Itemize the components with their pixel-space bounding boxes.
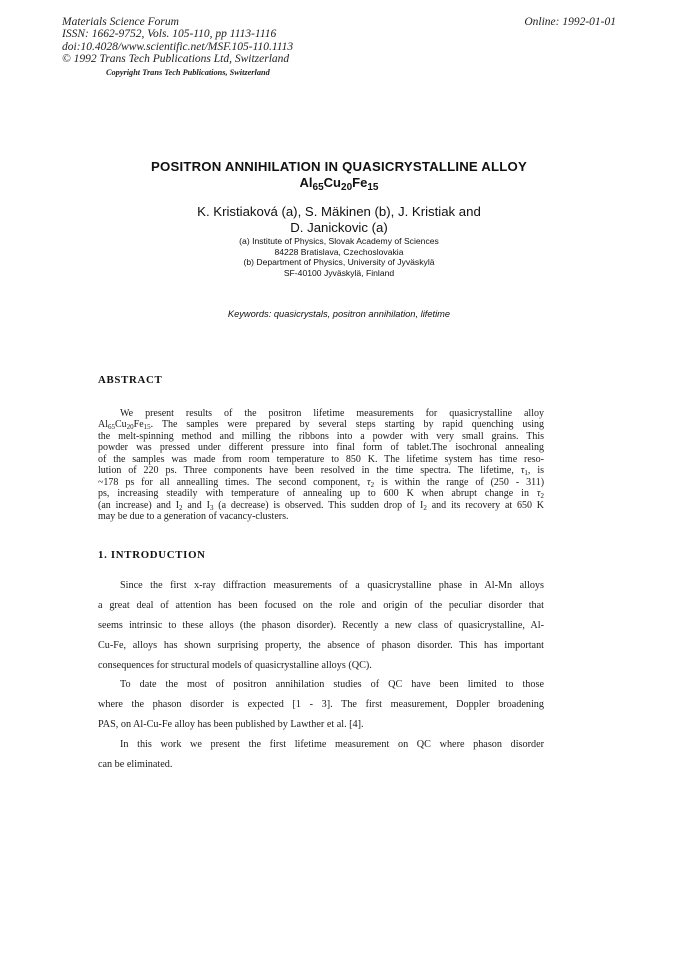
alloy-formula-inline: $Al_{65}Cu_{20}Fe_{15}$ [98, 419, 151, 431]
affiliation-line: (b) Department of Physics, University of Jyväskylä [243, 257, 435, 268]
text-line: the melt-spinning method and milling the ribbons into a powder with very small grains. This [98, 430, 544, 442]
authors-line: D. Janickovic (a) [290, 219, 388, 235]
paper-title: POSITRON ANNIHILATION IN QUASICRYSTALLINE ALLOY [151, 159, 527, 174]
text-line: PAS, on Al-Cu-Fe alloy has been published by Lawther et al. [4]. [98, 719, 364, 731]
issn-line: ISSN: 1662-9752, Vols. 105-110, pp 1113-1116 [62, 28, 277, 41]
text-line: where the phason disorder is expected [1 - 3]. The first measurement, Doppler broadening [98, 699, 544, 711]
authors-line: K. Kristiaková (a), S. Mäkinen (b), J. Kristiak and [197, 204, 481, 219]
text-line: We present results of the positron lifetime measurements for quasicrystalline alloy [120, 408, 544, 419]
text-line: ps, increasing steadily with temperature of annealing up to 600 K when abrupt change in $\tau_2$ [98, 488, 544, 500]
text-line: lution of 220 ps. Three components have been resolved in the time spectra. The lifetime, $\tau_1$, is [98, 465, 544, 477]
copyright-notice: Copyright Trans Tech Publications, Switzerland [106, 67, 270, 77]
text-line: Since the first x-ray diffraction measurements of a quasicrystalline phase in Al-Mn alloys [120, 580, 544, 591]
keywords: Keywords: quasicrystals, positron annihilation, lifetime [227, 309, 451, 319]
text-line: seems intrinsic to these alloys (the phason disorder). Recently a new class of quasicrystalline, Al- [98, 619, 544, 631]
copyright-line: © 1992 Trans Tech Publications Ltd, Switzerland [62, 53, 290, 66]
text-line: of the samples was made from room temperature to 850 K. The lifetime system has time reso- [98, 453, 544, 465]
affiliation-line: SF-40100 Jyväskylä, Finland [283, 267, 395, 278]
text-line: In this work we present the first lifetime measurement on QC where phason disorder [120, 739, 544, 751]
affiliations [0, 236, 678, 278]
publication-header [62, 16, 293, 80]
introduction-heading: 1. INTRODUCTION [98, 549, 206, 561]
text-line: can be eliminated. [98, 759, 173, 771]
text-line: a great deal of attention has been focused on the role and origin of the peculiar disorder that [98, 599, 544, 611]
affiliation-line: (a) Institute of Physics, Slovak Academy of Sciences [239, 236, 439, 246]
author-list [0, 204, 678, 235]
text-line: powder was pressed under different pressure into final form of tablet.The isochronal annealing [98, 442, 544, 454]
affiliation-line: 84228 Bratislava, Czechoslovakia [274, 246, 404, 257]
introduction-body [98, 576, 544, 775]
text-line: ~178 ps for all annealling times. The second component, $\tau_2$ is within the range of (250 - 311) [98, 476, 544, 489]
text-line: may be due to a generation of vacancy-clusters. [98, 510, 289, 522]
text-line: Cu-Fe, alloys has shown surprising property, the absence of phason disorder. This has important [98, 639, 544, 651]
alloy-formula: $Al_{65}Cu_{20}Fe_{15}$ [299, 175, 379, 193]
text-line: To date the most of positron annihilation studies of QC have been limited to those [120, 679, 544, 691]
text-line: $Al_{65}Cu_{20}Fe_{15}$. The samples were prepared by several steps starting by rapid quenching using [98, 419, 544, 431]
doi-line: doi:10.4028/www.scientific.net/MSF.105-110.1113 [62, 40, 294, 53]
journal-name: Materials Science Forum [62, 16, 179, 28]
text-line: (an increase) and $I_2$ and $I_3$ (a decrease) is observed. This sudden drop of $I_2$ and its recovery at 650 K [98, 499, 544, 511]
text-line: consequences for structural models of quasicrystalline alloys (QC). [98, 659, 372, 671]
online-date: Online: 1992-01-01 [524, 16, 616, 28]
abstract-heading: ABSTRACT [98, 374, 163, 386]
abstract-body [98, 408, 544, 522]
